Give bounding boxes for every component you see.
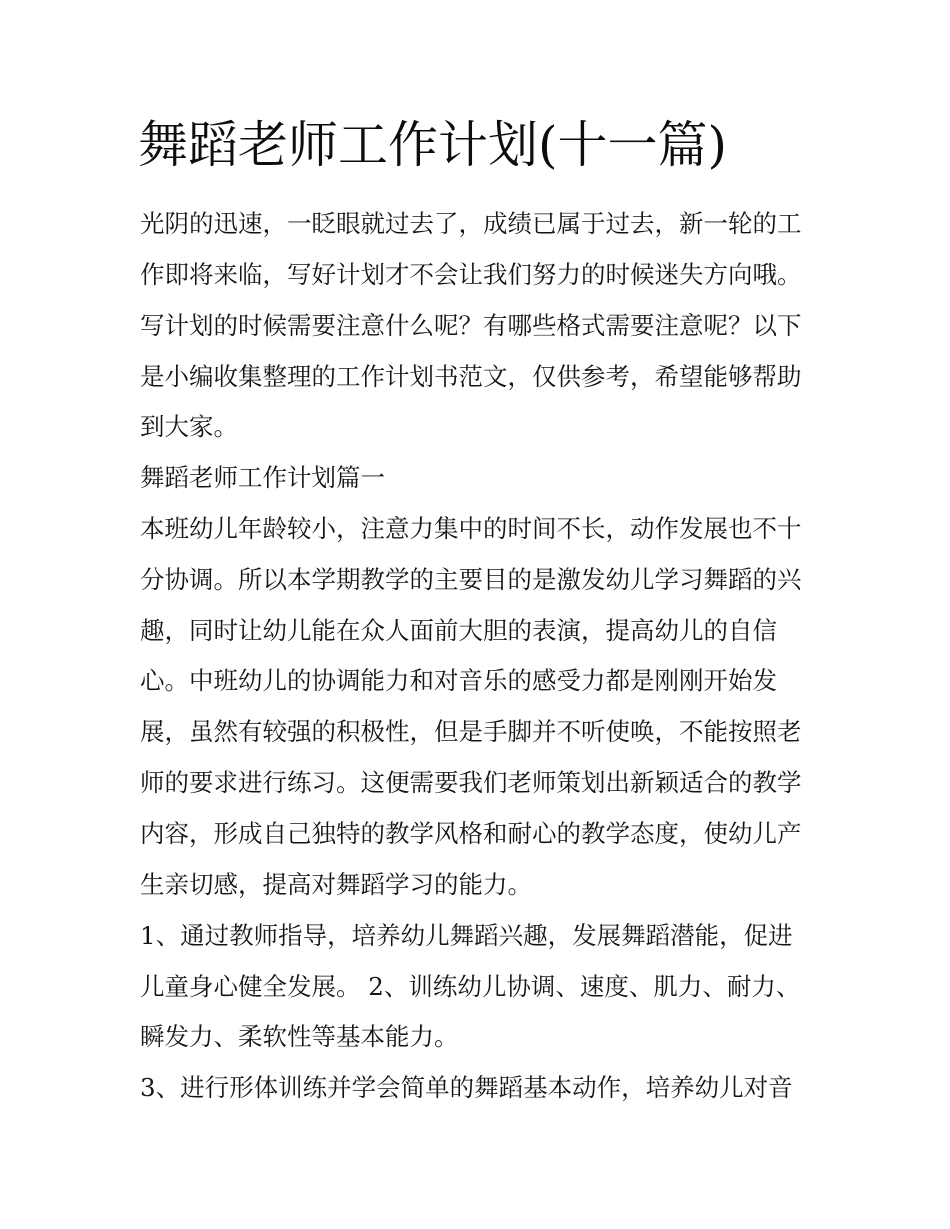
body-line: 展，虽然有较强的积极性，但是手脚并不听使唤，不能按照老 <box>140 717 802 746</box>
body-line: 本班幼儿年龄较小，注意力集中的时间不长，动作发展也不十 <box>140 514 802 543</box>
intro-line: 光阴的迅速，一眨眼就过去了，成绩已属于过去，新一轮的工 <box>140 209 802 238</box>
body-line: 生亲切感，提高对舞蹈学习的能力。 <box>140 870 532 899</box>
body-line: 趣，同时让幼儿能在众人面前大胆的表演，提高幼儿的自信 <box>140 616 777 645</box>
intro-line: 作即将来临，写好计划才不会让我们努力的时候迷失方向哦。 <box>140 260 802 289</box>
list-line: 3、进行形体训练并学会简单的舞蹈基本动作，培养幼儿对音 <box>140 1073 793 1102</box>
intro-line: 写计划的时候需要注意什么呢？有哪些格式需要注意呢？以下 <box>140 311 802 340</box>
list-line: 1、通过教师指导，培养幼儿舞蹈兴趣，发展舞蹈潜能，促进 <box>140 921 793 950</box>
intro-line: 到大家。 <box>140 412 238 441</box>
body-line: 内容，形成自己独特的教学风格和耐心的教学态度，使幼儿产 <box>140 819 802 848</box>
intro-line: 是小编收集整理的工作计划书范文，仅供参考，希望能够帮助 <box>140 362 802 391</box>
list-line: 儿童身心健全发展。 2、训练幼儿协调、速度、肌力、耐力、 <box>140 972 801 1001</box>
body-line: 师的要求进行练习。这便需要我们老师策划出新颖适合的教学 <box>140 768 802 797</box>
body-line: 心。中班幼儿的协调能力和对音乐的感受力都是刚刚开始发 <box>140 666 777 695</box>
document-title: 舞蹈老师工作计划(十一篇) <box>138 116 728 174</box>
list-line: 瞬发力、柔软性等基本能力。 <box>140 1022 459 1051</box>
section-heading: 舞蹈老师工作计划篇一 <box>140 463 385 492</box>
body-line: 分协调。所以本学期教学的主要目的是激发幼儿学习舞蹈的兴 <box>140 565 802 594</box>
